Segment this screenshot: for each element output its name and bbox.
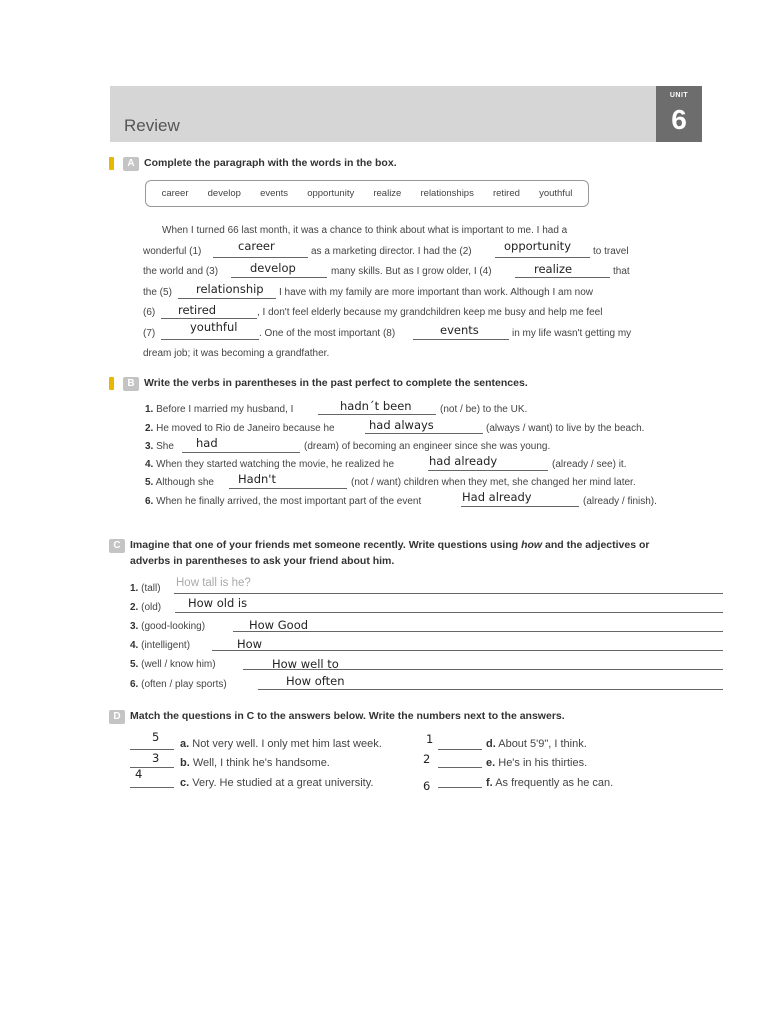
answer-field-a5[interactable]: relationship <box>196 282 264 296</box>
section-a-instruction: Complete the paragraph with the words in the box. <box>144 157 397 169</box>
unit-number: 6 <box>671 104 687 135</box>
item-number: 2. <box>145 423 154 434</box>
answer-field-b4[interactable]: had already <box>429 454 498 468</box>
answer-field-b3[interactable]: had <box>196 436 218 450</box>
answer-field-df[interactable]: 6 <box>423 779 431 793</box>
blank-line <box>365 433 483 434</box>
item-text: She <box>156 441 174 452</box>
paragraph-line: the world and (3) <box>143 266 219 277</box>
item-text: About 5'9", I think. <box>498 738 587 750</box>
answer-field-a1[interactable]: career <box>238 239 275 253</box>
item-da <box>180 738 382 750</box>
answer-field-dc[interactable]: 4 <box>135 767 143 781</box>
answer-field-a8[interactable]: events <box>440 323 479 337</box>
answer-field-a3[interactable]: develop <box>250 261 296 275</box>
item-b1 <box>145 404 293 415</box>
example-answer: How tall is he? <box>176 577 251 589</box>
item-number: 4. <box>145 459 154 470</box>
blank-line <box>161 318 257 319</box>
blank-line <box>495 257 590 258</box>
paragraph-line: When I turned 66 last month, it was a chance to think about what is important to me. I had a <box>162 225 568 236</box>
item-b2 <box>145 423 335 434</box>
item-number: 3. <box>130 621 139 632</box>
paragraph-line: , I don't feel elderly because my grandchildren keep me busy and help me feel <box>257 307 603 318</box>
item-c4 <box>130 640 190 651</box>
item-c5 <box>130 659 216 670</box>
answer-field-c3[interactable]: How Good <box>249 618 309 632</box>
paragraph-line: I have with my family are more important than work. Although I am now <box>279 287 594 298</box>
item-text: When they started watching the movie, he realized he <box>156 459 395 470</box>
item-text: (not / be) to the UK. <box>440 404 528 415</box>
word-box-item: events <box>260 188 289 199</box>
paragraph-line: (7) <box>143 328 156 339</box>
item-text: Although she <box>155 477 214 488</box>
answer-field-b2[interactable]: had always <box>369 418 434 432</box>
item-number: 5. <box>145 477 154 488</box>
blank-line <box>174 593 723 594</box>
answer-field-da[interactable]: 5 <box>152 730 160 744</box>
item-b3 <box>145 441 174 452</box>
answer-field-dd[interactable]: 1 <box>426 732 434 746</box>
paragraph-line: (6) <box>143 307 156 318</box>
item-c6 <box>130 679 227 690</box>
answer-field-de[interactable]: 2 <box>423 752 431 766</box>
item-text: (already / see) it. <box>552 459 627 470</box>
item-prompt: (often / play sports) <box>141 679 227 690</box>
item-number: 2. <box>130 602 139 613</box>
answer-field-a2[interactable]: opportunity <box>504 239 571 253</box>
item-prompt: (old) <box>141 602 162 613</box>
header-band <box>110 86 656 142</box>
item-text: Very. He studied at a great university. <box>192 777 374 789</box>
section-b-badge: B <box>123 377 139 391</box>
item-letter: b. <box>180 757 190 769</box>
blank-line <box>413 339 509 340</box>
blank-line <box>438 749 482 750</box>
item-letter: d. <box>486 738 496 750</box>
answer-field-c6[interactable]: How often <box>286 674 345 688</box>
item-letter: e. <box>486 757 496 769</box>
unit-badge <box>656 86 702 142</box>
item-number: 6. <box>145 496 154 507</box>
instruction-text: Imagine that one of your friends met someone recently. Write questions using <box>130 539 519 551</box>
item-text: (always / want) to live by the beach. <box>486 423 645 434</box>
paragraph-line: in my life wasn't getting my <box>512 328 632 339</box>
item-number: 4. <box>130 640 139 651</box>
blank-line <box>438 787 482 788</box>
item-b4 <box>145 459 394 470</box>
section-c-instruction <box>130 539 649 551</box>
item-letter: c. <box>180 777 190 789</box>
section-c-instruction-line2: adverbs in parentheses to ask your friend about him. <box>130 555 395 567</box>
item-text: When he finally arrived, the most important part of the event <box>156 496 422 507</box>
blank-line <box>318 414 436 415</box>
section-d-badge: D <box>109 710 125 724</box>
section-d-instruction: Match the questions in C to the answers below. Write the numbers next to the answers. <box>130 710 565 722</box>
answer-field-c2[interactable]: How old is <box>188 596 248 610</box>
item-text: Not very well. I only met him last week. <box>192 738 382 750</box>
item-prompt: (good-looking) <box>141 621 206 632</box>
item-text: Well, I think he's handsome. <box>192 757 330 769</box>
blank-line <box>229 488 347 489</box>
answer-field-b6[interactable]: Had already <box>462 490 532 504</box>
answer-field-b5[interactable]: Hadn't <box>238 472 276 486</box>
paragraph-line: the (5) <box>143 287 172 298</box>
item-letter: a. <box>180 738 190 750</box>
answer-field-db[interactable]: 3 <box>152 751 160 765</box>
blank-line <box>438 767 482 768</box>
word-box-item: realize <box>373 188 402 199</box>
section-a-tick-icon <box>109 157 114 170</box>
section-b-tick-icon <box>109 377 114 390</box>
item-b6 <box>145 496 421 507</box>
section-c-badge: C <box>109 539 125 553</box>
blank-line <box>182 452 300 453</box>
word-box-item: opportunity <box>307 188 355 199</box>
blank-line <box>258 689 723 690</box>
blank-line <box>515 277 610 278</box>
instruction-keyword: how <box>521 539 543 551</box>
answer-field-a4[interactable]: realize <box>534 262 573 276</box>
item-prompt: (well / know him) <box>141 659 216 670</box>
item-text: (already / finish). <box>583 496 657 507</box>
item-db <box>180 757 330 769</box>
blank-line <box>178 298 276 299</box>
blank-line <box>428 470 548 471</box>
item-c3 <box>130 621 205 632</box>
item-text: Before I married my husband, I <box>156 404 294 415</box>
paragraph-line: as a marketing director. I had the (2) <box>311 246 472 257</box>
item-text: (not / want) children when they met, she changed her mind later. <box>351 477 636 488</box>
word-box-item: relationships <box>420 188 474 199</box>
answer-field-b1[interactable]: hadn´t been <box>340 399 412 413</box>
blank-line <box>213 257 308 258</box>
answer-field-c4[interactable]: How <box>237 637 263 651</box>
blank-line <box>175 612 723 613</box>
answer-field-a6[interactable]: retired <box>178 303 217 317</box>
blank-line <box>130 749 174 750</box>
item-text: As frequently as he can. <box>495 777 614 789</box>
blank-line <box>231 277 327 278</box>
item-number: 6. <box>130 679 139 690</box>
section-b-instruction: Write the verbs in parentheses in the past perfect to complete the sentences. <box>144 377 528 389</box>
instruction-text: and the adjectives or <box>545 539 650 551</box>
item-number: 3. <box>145 441 154 452</box>
item-prompt: (tall) <box>141 583 161 594</box>
word-box-item: retired <box>492 188 520 199</box>
word-box <box>145 180 589 207</box>
paragraph-line: dream job; it was becoming a grandfather. <box>143 348 330 359</box>
item-dd <box>486 738 587 750</box>
item-de <box>486 757 587 769</box>
item-number: 5. <box>130 659 139 670</box>
blank-line <box>161 339 259 340</box>
unit-label: UNIT <box>669 92 689 99</box>
item-c1 <box>130 583 161 594</box>
paragraph-line: many skills. But as I grow older, I (4) <box>331 266 492 277</box>
section-a-badge: A <box>123 157 139 171</box>
blank-line <box>461 506 579 507</box>
word-box-item: career <box>161 188 189 199</box>
item-number: 1. <box>145 404 154 415</box>
item-text: (dream) of becoming an engineer since she was young. <box>304 441 551 452</box>
item-text: He's in his thirties. <box>498 757 588 769</box>
blank-line <box>212 650 723 651</box>
word-box-item: youthful <box>539 188 573 199</box>
item-letter: f. <box>486 777 493 789</box>
word-box-item: develop <box>207 188 241 199</box>
item-dc <box>180 777 373 789</box>
blank-line <box>130 787 174 788</box>
item-c2 <box>130 602 161 613</box>
item-prompt: (intelligent) <box>141 640 191 651</box>
paragraph-line: that <box>613 266 630 277</box>
item-text: He moved to Rio de Janeiro because he <box>156 423 335 434</box>
item-number: 1. <box>130 583 139 594</box>
paragraph-line: . One of the most important (8) <box>259 328 396 339</box>
item-df <box>486 777 613 789</box>
answer-field-a7[interactable]: youthful <box>190 320 238 334</box>
page-title: Review <box>124 116 180 135</box>
answer-field-c5[interactable]: How well to <box>272 657 339 671</box>
item-b5 <box>145 477 214 488</box>
paragraph-line: to travel <box>593 246 629 257</box>
paragraph-line: wonderful (1) <box>143 246 202 257</box>
